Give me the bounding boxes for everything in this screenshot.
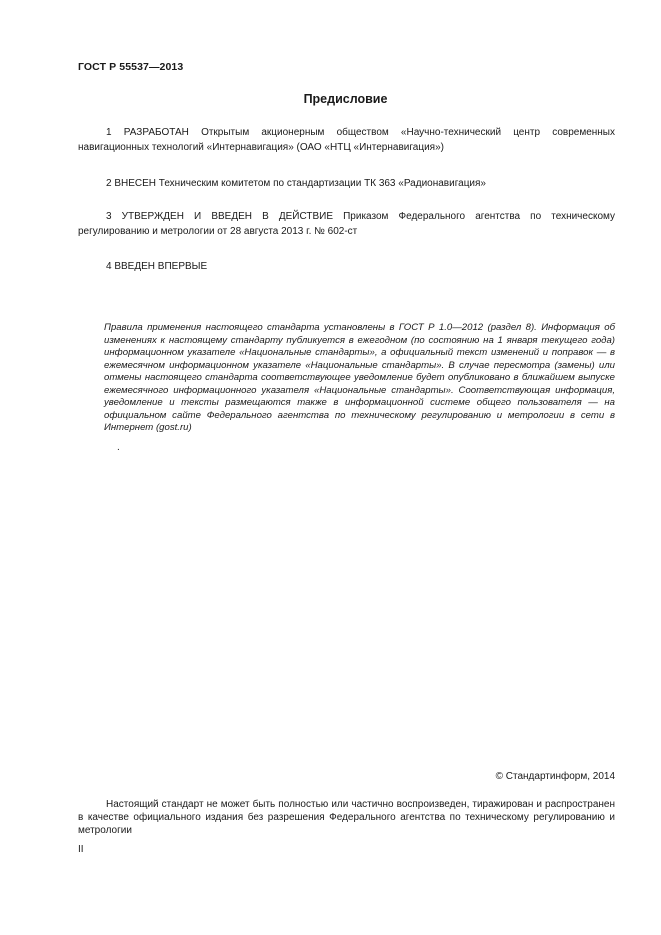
page-number: II bbox=[78, 844, 84, 855]
stray-dot: . bbox=[117, 442, 120, 453]
page-title: Предисловие bbox=[303, 92, 388, 106]
item-approved: 3 УТВЕРЖДЕН И ВВЕДЕН В ДЕЙСТВИЕ Приказом Федерального агентства по техническому регулированию и метрологии от 28 августа 2013 г. № 602-ст bbox=[78, 211, 615, 237]
item-submitted: 2 ВНЕСЕН Техническим комитетом по стандартизации ТК 363 «Радионавигация» bbox=[106, 178, 486, 189]
reproduction-notice: Настоящий стандарт не может быть полностью или частично воспроизведен, тиражирован и распространен в качестве официального издания без разрешения Федерального агентства по техническому регулированию и метрологии bbox=[78, 799, 615, 836]
document-code: ГОСТ Р 55537—2013 bbox=[78, 61, 184, 73]
copyright: © Стандартинформ, 2014 bbox=[495, 771, 615, 782]
item-developed: 1 РАЗРАБОТАН Открытым акционерным обществом «Научно-технический центр современных навигационных технологий «Интернавигация» (ОАО «НТЦ «Интернавигация») bbox=[78, 127, 615, 153]
item-first-introduced: 4 ВВЕДЕН ВПЕРВЫЕ bbox=[106, 261, 208, 272]
application-rules-note: Правила применения настоящего стандарта установлены в ГОСТ Р 1.0—2012 (раздел 8). Информация об изменениях к настоящему стандарту публикуется в ежегодном (по состоянию на 1 января текущего года) информационном указателе «Национальные стандарты», а официальный текст изменений и поправок — в ежемесячном информационном указателе «Национальные стандарты». В случае пересмотра (замены) или отмены настоящего стандарта соответствующее уведомление будет опубликовано в ближайшем выпуске ежемесячного информационного указателя «Национальные стандарты». Соответствующая информация, уведомление и тексты размещаются также в информационной системе общего пользователя — на официальном сайте Федерального агентства по техническому регулированию и метрологии в сети в Интернет (gost.ru) bbox=[104, 322, 615, 433]
